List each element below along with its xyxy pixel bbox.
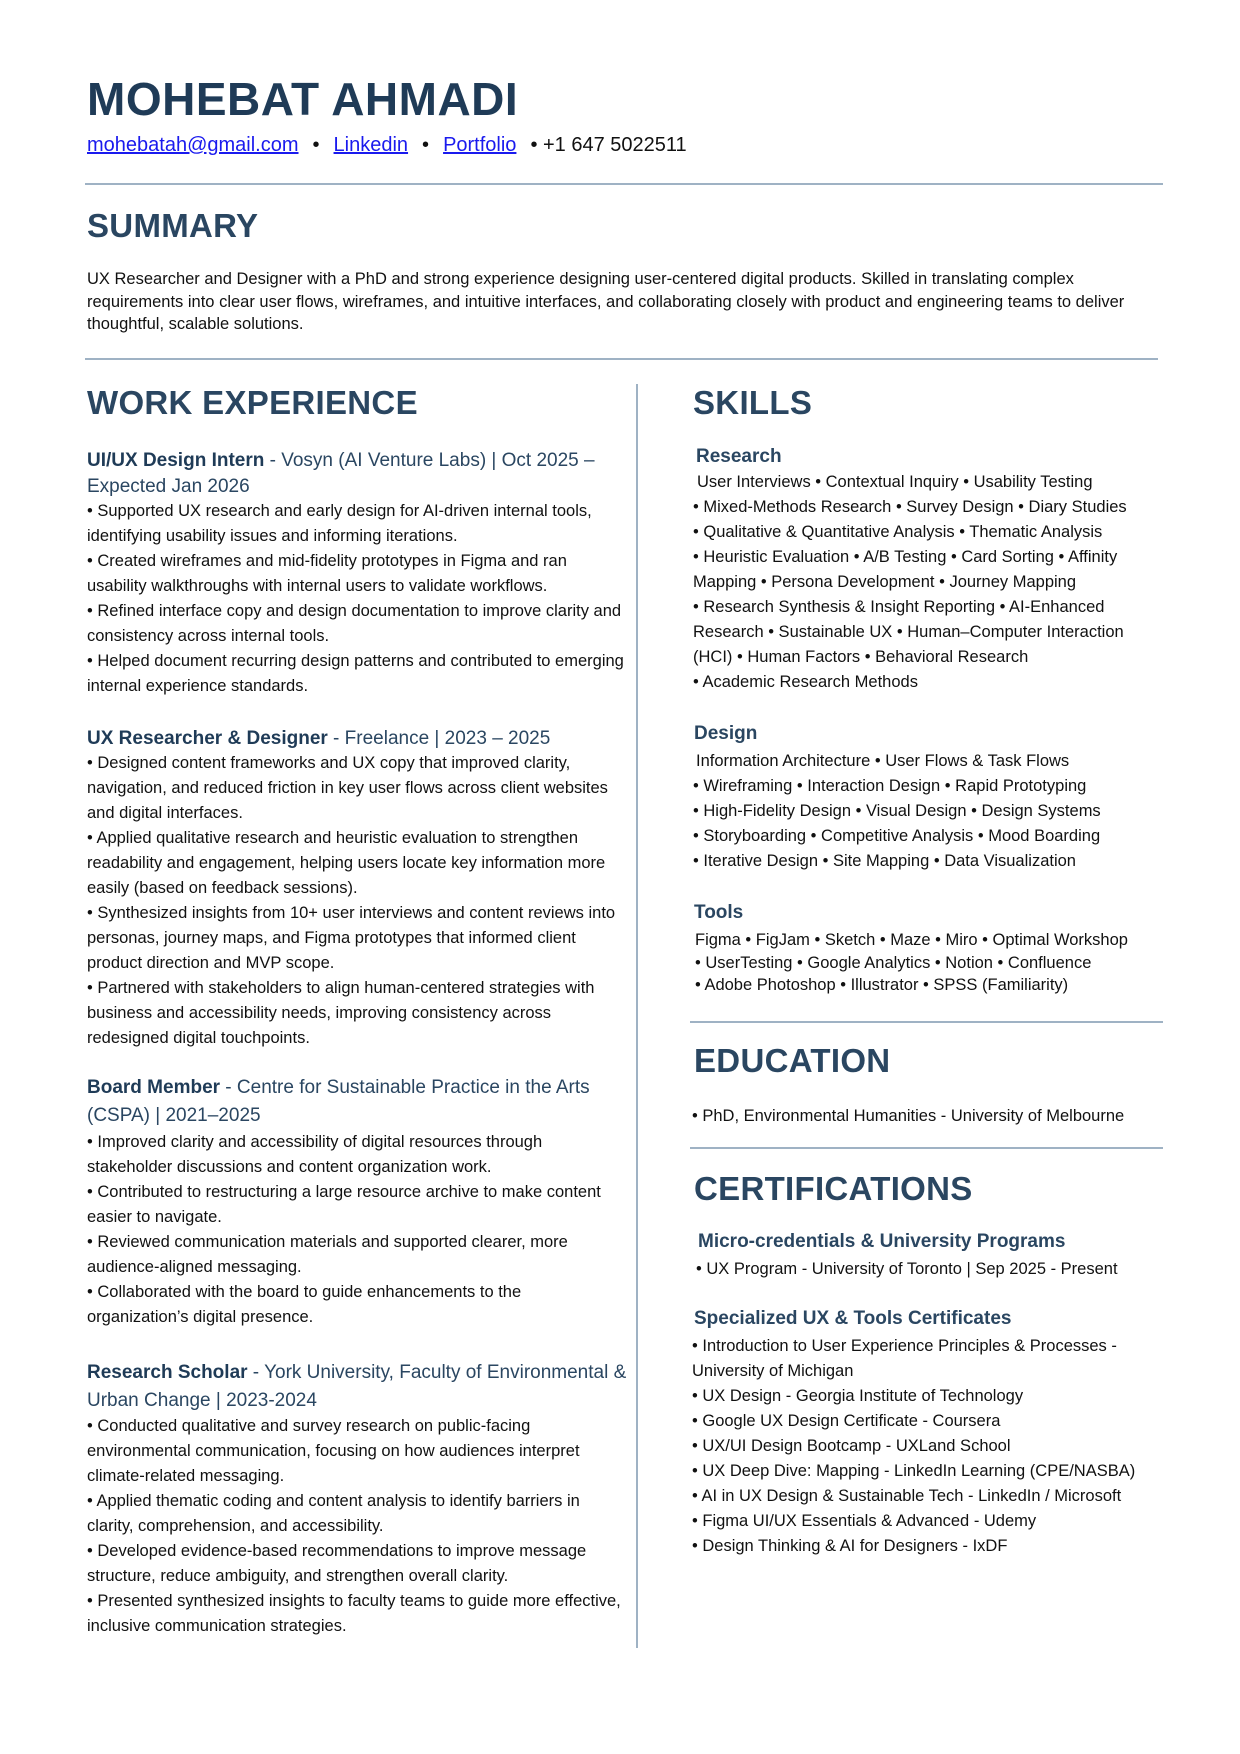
- skill-line: • Wireframing • Interaction Design • Rapid Prototyping: [693, 777, 1087, 795]
- list-item: • Applied qualitative research and heuristic evaluation to strengthen readability and engagement, helping users locate key information more easily (based on feedback sessions).: [87, 829, 606, 897]
- skills-group-design: [693, 749, 1143, 874]
- list-item: • UX/UI Design Bootcamp - UXLand School: [692, 1437, 1011, 1455]
- skills-group-research: [693, 470, 1143, 695]
- portfolio-link[interactable]: Portfolio: [443, 134, 517, 156]
- linkedin-link[interactable]: Linkedin: [333, 134, 409, 156]
- skill-line: • Iterative Design • Site Mapping • Data Visualization: [693, 852, 1076, 870]
- list-item: • Improved clarity and accessibility of digital resources through stakeholder discussions and content organization work.: [87, 1133, 543, 1176]
- education-divider: [690, 1147, 1163, 1149]
- phone-number: • +1 647 5022511: [530, 134, 687, 156]
- contact-line: [87, 134, 687, 157]
- job-title: [87, 448, 627, 500]
- list-item: • Synthesized insights from 10+ user interviews and content reviews into personas, journey maps, and Figma prototypes that informed client product direction and MVP scope.: [87, 904, 616, 972]
- email-link[interactable]: mohebatah@gmail.com: [87, 134, 299, 156]
- education-title: EDUCATION: [694, 1042, 891, 1079]
- skill-line: User Interviews • Contextual Inquiry • Usability Testing: [697, 473, 1093, 491]
- list-item: • Design Thinking & AI for Designers - IxDF: [692, 1537, 1008, 1555]
- skill-line: • Research Synthesis & Insight Reporting • AI-Enhanced Research • Sustainable UX • Human–Computer Interaction (HCI) • Human Factors • Behavioral Research: [693, 598, 1124, 666]
- skills-group-title: Research: [696, 446, 782, 467]
- job-bullets: [87, 499, 627, 699]
- list-item: • PhD, Environmental Humanities - University of Melbourne: [692, 1107, 1125, 1125]
- job-org: - York University, Faculty of Environmental & Urban Change | 2023-2024: [87, 1362, 627, 1411]
- job-role: Board Member: [87, 1077, 221, 1098]
- list-item: • Presented synthesized insights to faculty teams to guide more effective, inclusive communication strategies.: [87, 1592, 621, 1635]
- column-divider: [636, 384, 638, 1648]
- job-org: - Freelance | 2023 – 2025: [327, 728, 551, 749]
- job-bullets: [87, 751, 627, 1051]
- job-org: - Vosyn (AI Venture Labs) | Oct 2025 – Expected Jan 2026: [87, 450, 595, 497]
- skill-line: Figma • FigJam • Sketch • Maze • Miro • Optimal Workshop: [695, 931, 1128, 949]
- list-item: • UX Deep Dive: Mapping - LinkedIn Learning (CPE/NASBA): [692, 1462, 1136, 1480]
- list-item: • Conducted qualitative and survey research on public-facing environmental communication, focusing on how audiences interpret climate-related messaging.: [87, 1417, 580, 1485]
- list-item: • AI in UX Design & Sustainable Tech - LinkedIn / Microsoft: [692, 1487, 1122, 1505]
- job-role: Research Scholar: [87, 1362, 248, 1383]
- certifications-group-title: Specialized UX & Tools Certificates: [694, 1308, 1012, 1329]
- summary-title: SUMMARY: [87, 207, 259, 244]
- list-item: • Applied thematic coding and content analysis to identify barriers in clarity, comprehension, and accessibility.: [87, 1492, 580, 1535]
- job-role: UX Researcher & Designer: [87, 728, 328, 749]
- skills-group-tools: [695, 929, 1165, 997]
- skills-title: SKILLS: [693, 384, 813, 421]
- education-list: [692, 1104, 1152, 1129]
- list-item: • Contributed to restructuring a large resource archive to make content easier to navigate.: [87, 1183, 601, 1226]
- skill-line: • Heuristic Evaluation • A/B Testing • Card Sorting • Affinity Mapping • Persona Development • Journey Mapping: [693, 548, 1118, 591]
- work-experience-title: WORK EXPERIENCE: [87, 384, 418, 421]
- specialized-certificates-list: [692, 1334, 1162, 1559]
- job-bullets: [87, 1414, 627, 1639]
- summary-divider: [85, 358, 1158, 360]
- list-item: • Google UX Design Certificate - Coursera: [692, 1412, 1001, 1430]
- skill-line: • Mixed-Methods Research • Survey Design • Diary Studies: [693, 498, 1127, 516]
- job-title: [87, 726, 627, 752]
- skills-group-title: Tools: [694, 902, 744, 923]
- micro-credentials-list: [696, 1257, 1156, 1282]
- list-item: • UX Program - University of Toronto | Sep 2025 - Present: [696, 1260, 1118, 1278]
- skill-line: • UserTesting • Google Analytics • Notion • Confluence: [695, 953, 1092, 972]
- summary-text: UX Researcher and Designer with a PhD and strong experience designing user-centered digital products. Skilled in translating complex requirements into clear user flows, wireframes, and intuitive interfaces, and collaborating closely with product and engineering teams to deliver thoughtful, scalable solutions.: [87, 270, 1125, 333]
- list-item: • UX Design - Georgia Institute of Technology: [692, 1387, 1024, 1405]
- skill-line: • Storyboarding • Competitive Analysis • Mood Boarding: [693, 827, 1101, 845]
- job-title: [87, 1359, 627, 1415]
- list-item: • Supported UX research and early design for AI-driven internal tools, identifying usability issues and informing iterations.: [87, 502, 592, 545]
- list-item: • Partnered with stakeholders to align human-centered strategies with business and accessibility needs, improving consistency across redesigned digital touchpoints.: [87, 979, 595, 1047]
- skills-group-title: Design: [694, 723, 758, 744]
- list-item: • Developed evidence-based recommendations to improve message structure, reduce ambiguity, and strengthen overall clarity.: [87, 1542, 587, 1585]
- contact-separator: •: [422, 134, 430, 156]
- header-divider: [85, 183, 1163, 185]
- list-item: • Introduction to User Experience Principles & Processes - University of Michigan: [692, 1337, 1117, 1380]
- certifications-group-title: Micro-credentials & University Programs: [698, 1231, 1066, 1252]
- skill-line: • Academic Research Methods: [693, 673, 918, 691]
- contact-separator: •: [312, 134, 320, 156]
- job-role: UI/UX Design Intern: [87, 450, 265, 471]
- job-bullets: [87, 1130, 627, 1330]
- list-item: • Created wireframes and mid-fidelity prototypes in Figma and ran usability walkthroughs with internal users to validate workflows.: [87, 552, 567, 595]
- skills-divider: [690, 1021, 1163, 1023]
- certifications-title: CERTIFICATIONS: [694, 1170, 973, 1207]
- skill-line: • Adobe Photoshop • Illustrator • SPSS (Familiarity): [695, 976, 1069, 994]
- candidate-name: MOHEBAT AHMADI: [87, 73, 519, 125]
- list-item: • Helped document recurring design patterns and contributed to emerging internal experience standards.: [87, 652, 624, 695]
- job-title: [87, 1074, 627, 1130]
- skill-line: • Qualitative & Quantitative Analysis • Thematic Analysis: [693, 523, 1103, 541]
- list-item: • Refined interface copy and design documentation to improve clarity and consistency across internal tools.: [87, 602, 622, 645]
- job-org: - Centre for Sustainable Practice in the Arts (CSPA) | 2021–2025: [87, 1077, 590, 1126]
- list-item: • Collaborated with the board to guide enhancements to the organization’s digital presence.: [87, 1283, 522, 1326]
- list-item: • Designed content frameworks and UX copy that improved clarity, navigation, and reduced friction in key user flows across client websites and digital interfaces.: [87, 754, 608, 822]
- skill-line: • High-Fidelity Design • Visual Design • Design Systems: [693, 802, 1101, 820]
- list-item: • Reviewed communication materials and supported clearer, more audience-aligned messaging.: [87, 1233, 568, 1276]
- list-item: • Figma UI/UX Essentials & Advanced - Udemy: [692, 1512, 1037, 1530]
- skill-line: Information Architecture • User Flows & Task Flows: [696, 752, 1070, 770]
